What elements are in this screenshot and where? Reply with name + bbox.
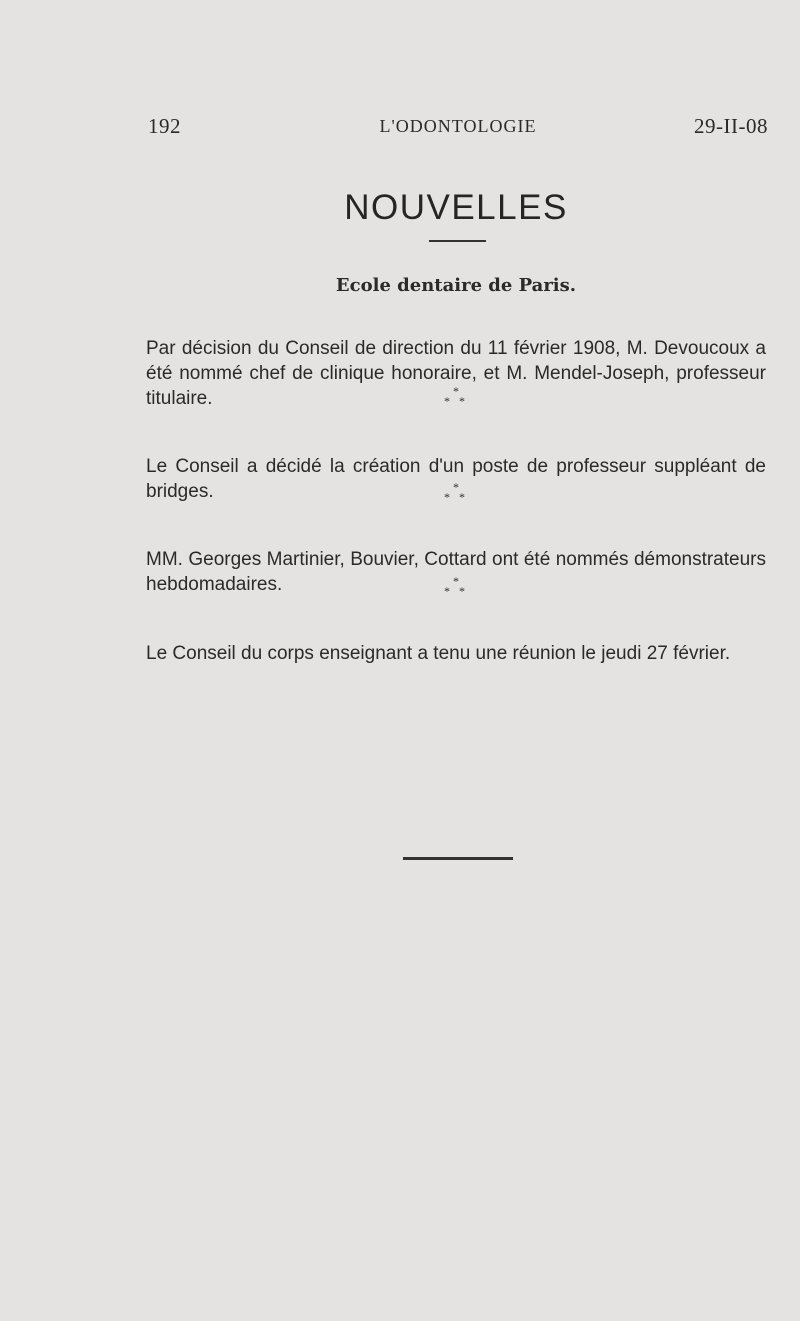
running-header	[148, 114, 768, 144]
title-rule	[429, 240, 486, 242]
end-rule	[403, 857, 513, 860]
news-paragraph-2: Le Conseil a décidé la création d'un poste de professeur suppléant de bridges.	[146, 456, 766, 502]
asterism-separator: * * *	[444, 574, 468, 598]
news-paragraph-4: Le Conseil du corps enseignant a tenu une réunion le jeudi 27 février.	[146, 643, 731, 664]
asterism-separator: * * *	[444, 480, 468, 504]
section-subheading: Ecole dentaire de Paris.	[335, 275, 577, 296]
journal-title: L'ODONTOLOGIE	[379, 116, 537, 136]
section-title: NOUVELLES	[344, 188, 568, 227]
asterism-separator: * * *	[444, 384, 468, 408]
news-paragraph-3: MM. Georges Martinier, Bouvier, Cottard ont été nommés démonstrateurs hebdomadaires.	[146, 549, 766, 595]
issue-date: 29-II-08	[694, 114, 768, 138]
page-number: 192	[148, 114, 181, 138]
news-paragraph-1: Par décision du Conseil de direction du 11 février 1908, M. Devoucoux a été nommé chef de clinique honoraire, et M. Mendel-Joseph, professeur titulaire.	[146, 338, 766, 409]
